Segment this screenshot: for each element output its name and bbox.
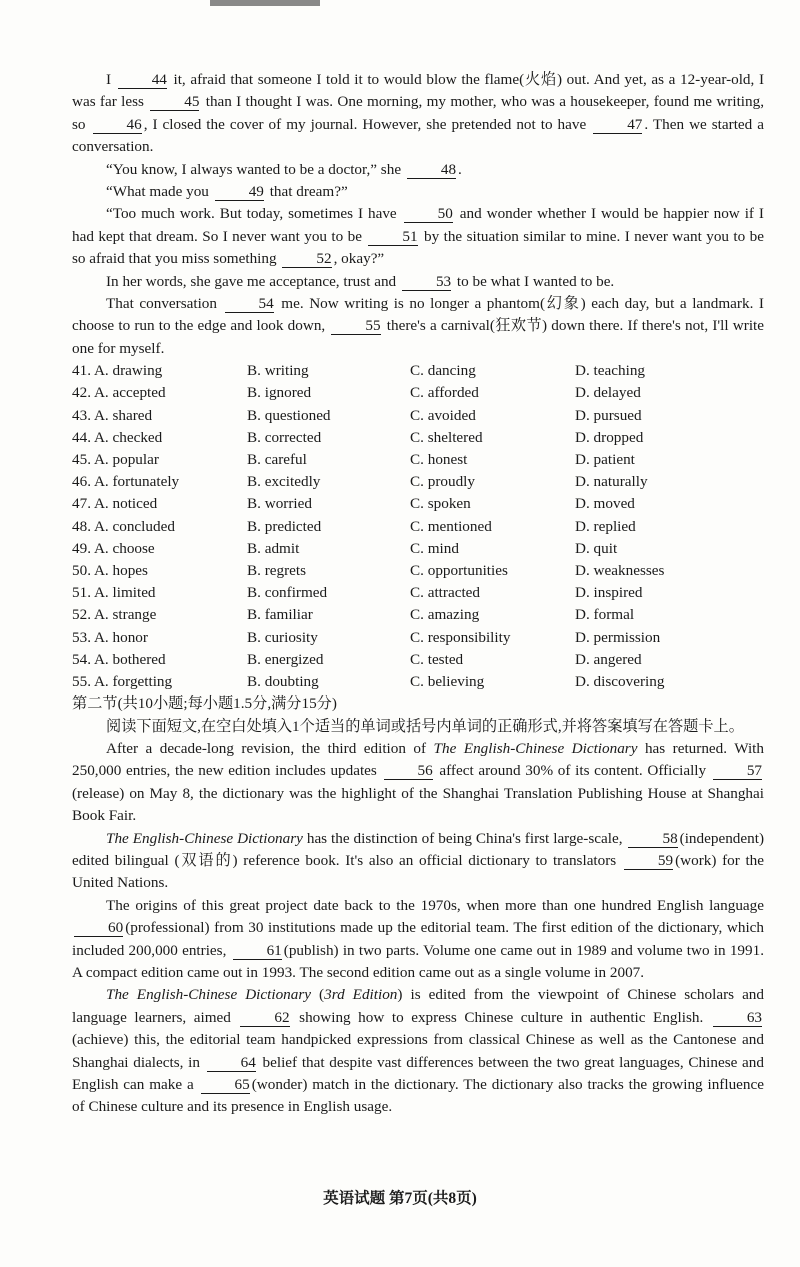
option-row-44 [72,427,764,449]
option-50-a[interactable]: 50. A. hopes [72,561,148,579]
option-42-b[interactable]: B. ignored [247,384,312,402]
passage2-para-1: After a decade-long revision, the third edition of The English-Chinese Dictionary has returned. With 250,000 entries, the new edition includes updates 56 affect around 30% of its content. Officially 57(release) on May 8, the dictionary was the highlight of the Shanghai Translation Publishing House at Shanghai Book Fair. [72,739,764,825]
passage1-para-5: In her words, she gave me acceptance, trust and 53 to be what I wanted to be. [106,272,615,290]
option-55-b[interactable]: B. doubting [247,672,319,690]
option-46-a[interactable]: 46. A. fortunately [72,473,180,491]
option-47-a[interactable]: 47. A. noticed [72,495,158,513]
blank-64[interactable]: 64 [207,1055,256,1072]
blank-45[interactable]: 45 [150,94,199,111]
option-row-49 [72,538,764,560]
option-41-c[interactable]: C. dancing [410,362,476,380]
option-row-42 [72,382,764,404]
passage2-para-3: The origins of this great project date back to the 1970s, when more than one hundred English language 60 (professional) from 30 institutions made up the editorial team. The first edition of the dictionary, which included 200,000 entries, 61 (publish) in two parts. Volume one came out in 1989 and volume two in 1991. A compact edition came out in 1993. The second edition came out as a single volume in 2007. [72,896,764,981]
content [72,69,764,1119]
option-row-54 [72,649,764,671]
option-41-a[interactable]: 41. A. drawing [72,362,163,380]
option-row-46 [72,471,764,493]
option-53-b[interactable]: B. curiosity [247,628,318,646]
passage1-para-4: “Too much work. But today, sometimes I have 50 and wonder whether I would be happier now if I had kept that dream. So I never want you to be 51 by the situation similar to mine. I never want you to be so afraid that you miss something 52 , okay?” [72,205,764,268]
option-48-d[interactable]: D. replied [575,517,636,535]
option-55-d[interactable]: D. discovering [575,672,665,690]
option-51-c[interactable]: C. attracted [410,584,480,602]
option-48-b[interactable]: B. predicted [247,517,322,535]
option-51-b[interactable]: B. confirmed [247,584,328,602]
passage1-para-1: I 44 it, afraid that someone I told it to would blow the flame(火焰) out. And yet, as a 12-year-old, I was far less 45 than I thought I was. One morning, my mother, who was a housekeeper, found me writing, so 46 , I closed the cover of my journal. However, she pretended not to have 47 . Then we started a conversation. [72,71,765,156]
option-46-c[interactable]: C. proudly [410,473,475,491]
option-52-b[interactable]: B. familiar [247,606,313,624]
blank-57[interactable]: 57 [713,763,762,780]
option-48-a[interactable]: 48. A. concluded [72,517,175,535]
blank-60[interactable]: 60 [74,920,123,937]
option-55-a[interactable]: 55. A. forgetting [72,672,173,690]
option-43-d[interactable]: D. pursued [575,406,642,424]
option-49-a[interactable]: 49. A. choose [72,539,155,557]
passage2-para-4: The English-Chinese Dictionary (3rd Edition) is edited from the viewpoint of Chinese scholars and language learners, aimed 62 showing how to express Chinese culture in authentic English. 63(achieve) this, the editorial team handpicked expressions from classical Chinese as well as the Cantonese and Shanghai dialects, in 64 belief that despite vast differences between the two great languages, Chinese and English can make a 65 (wonder) match in the dictionary. The dictionary also tracks the growing influence of Chinese culture and its presence in English usage. [72,986,764,1116]
blank-63[interactable]: 63 [713,1010,762,1027]
passage1-para-3: “What made you 49 that dream?” [106,183,348,201]
option-45-c[interactable]: C. honest [410,451,468,469]
option-50-d[interactable]: D. weaknesses [575,561,665,579]
option-54-c[interactable]: C. tested [410,650,464,668]
blank-56[interactable]: 56 [384,763,433,780]
option-row-52 [72,604,764,626]
option-row-50 [72,560,764,582]
option-45-d[interactable]: D. patient [575,451,635,469]
option-row-51 [72,582,764,604]
option-row-48 [72,516,764,538]
option-51-d[interactable]: D. inspired [575,584,643,602]
option-54-b[interactable]: B. energized [247,650,324,668]
option-51-a[interactable]: 51. A. limited [72,584,156,602]
blank-47[interactable]: 47 [593,117,642,134]
option-row-41 [72,360,764,382]
blank-65[interactable]: 65 [201,1077,250,1094]
option-50-c[interactable]: C. opportunities [410,561,508,579]
options-list [72,360,764,693]
option-41-b[interactable]: B. writing [247,362,309,380]
option-43-b[interactable]: B. questioned [247,406,331,424]
option-52-d[interactable]: D. formal [575,606,635,624]
section2-instruction: 阅读下面短文,在空白处填入1个适当的单词或括号内单词的正确形式,并将答案填写在答题卡上。 [106,717,744,735]
option-42-c[interactable]: C. afforded [410,384,479,402]
page-footer: 英语试题 第7页(共8页) [323,1190,477,1207]
passage1-para-6: That conversation 54 me. Now writing is no longer a phantom(幻象) each day, but a landmark. I choose to run to the edge and look down, 55 there's a carnival(狂欢节) down there. If there's not, I'll write one for myself. [72,295,764,357]
option-53-d[interactable]: D. permission [575,628,661,646]
option-row-43 [72,405,764,427]
option-row-55 [72,671,764,693]
scan-mark [210,0,320,6]
section2-title: 第二节(共10小题;每小题1.5分,满分15分) [72,695,337,713]
blank-48[interactable]: 48 [407,162,456,179]
option-row-45 [72,449,764,471]
passage2-para-2: The English-Chinese Dictionary has the distinction of being China's first large-scale, 58 (independent) edited bilingual (双语的) reference book. It's also an official dictionary to translators 59 (work) for the United Nations. [72,829,765,892]
option-42-a[interactable]: 42. A. accepted [72,384,166,402]
option-44-d[interactable]: D. dropped [575,428,644,446]
option-49-b[interactable]: B. admit [247,539,300,557]
blank-61[interactable]: 61 [233,943,282,960]
option-47-b[interactable]: B. worried [247,495,312,513]
blank-54[interactable]: 54 [225,296,274,313]
option-47-c[interactable]: C. spoken [410,495,471,513]
option-55-c[interactable]: C. believing [410,672,485,690]
option-52-c[interactable]: C. amazing [410,606,480,624]
blank-52[interactable]: 52 [282,251,331,268]
blank-51[interactable]: 51 [368,229,417,246]
option-49-d[interactable]: D. quit [575,539,618,557]
option-50-b[interactable]: B. regrets [247,561,307,579]
passage1-para-2: “You know, I always wanted to be a doctor,” she 48 . [106,160,462,178]
option-48-c[interactable]: C. mentioned [410,517,492,535]
option-52-a[interactable]: 52. A. strange [72,606,157,624]
option-42-d[interactable]: D. delayed [575,384,641,402]
option-45-b[interactable]: B. careful [247,451,307,469]
option-53-a[interactable]: 53. A. honor [72,628,148,646]
option-54-a[interactable]: 54. A. bothered [72,650,166,668]
option-43-c[interactable]: C. avoided [410,406,476,424]
option-row-53 [72,627,764,649]
blank-50[interactable]: 50 [404,206,453,223]
blank-53[interactable]: 53 [402,274,451,291]
blank-44[interactable]: 44 [118,72,167,89]
blank-58[interactable]: 58 [628,831,677,848]
option-44-a[interactable]: 44. A. checked [72,428,163,446]
blank-46[interactable]: 46 [93,117,142,134]
option-46-d[interactable]: D. naturally [575,473,648,491]
blank-62[interactable]: 62 [240,1010,289,1027]
option-53-c[interactable]: C. responsibility [410,628,511,646]
option-46-b[interactable]: B. excitedly [247,473,321,491]
option-45-a[interactable]: 45. A. popular [72,451,159,469]
option-row-47 [72,493,764,515]
blank-49[interactable]: 49 [215,184,264,201]
blank-59[interactable]: 59 [624,853,673,870]
option-54-d[interactable]: D. angered [575,650,642,668]
option-43-a[interactable]: 43. A. shared [72,406,153,424]
option-44-c[interactable]: C. sheltered [410,428,483,446]
option-47-d[interactable]: D. moved [575,495,635,513]
option-49-c[interactable]: C. mind [410,539,459,557]
option-44-b[interactable]: B. corrected [247,428,322,446]
blank-55[interactable]: 55 [331,318,380,335]
option-41-d[interactable]: D. teaching [575,362,646,380]
